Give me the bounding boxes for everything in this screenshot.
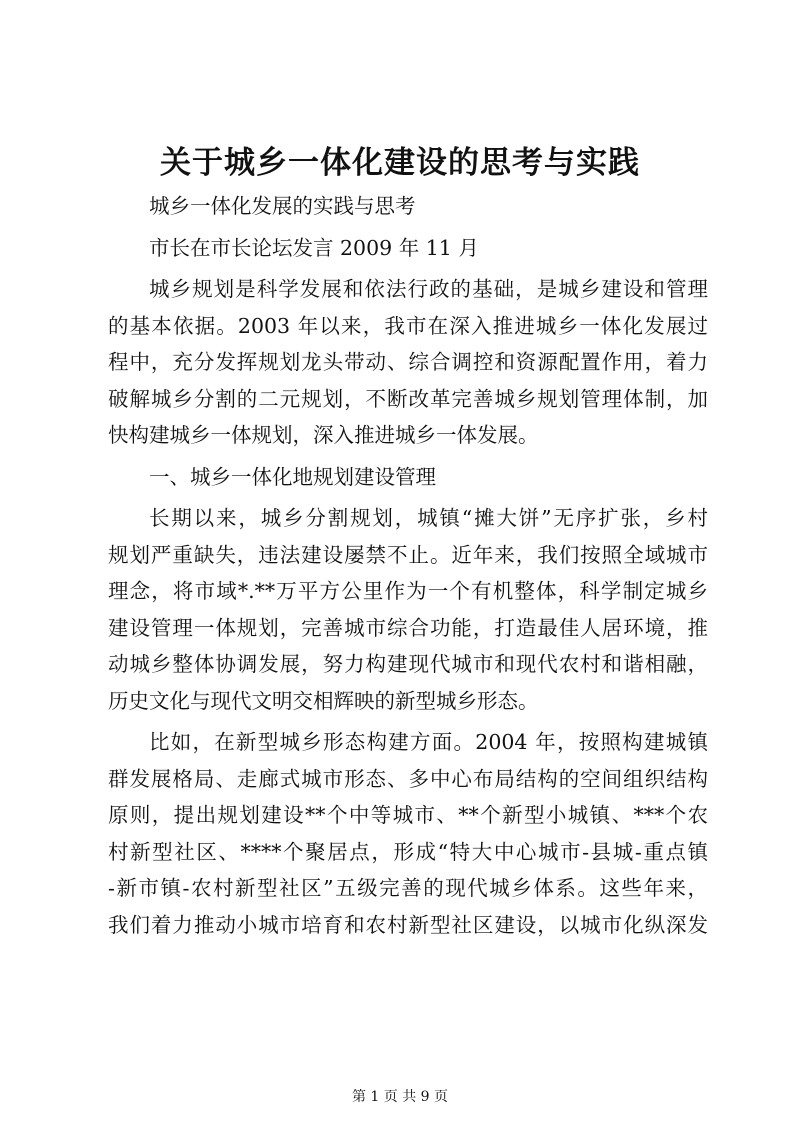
paragraph-line: 理念，将市域*.**万平方公里作为一个有机整体，科学制定城乡 bbox=[108, 579, 708, 603]
paragraph-line: 历史文化与现代文明交相辉映的新型城乡形态。 bbox=[108, 688, 539, 713]
paragraph-line: 村新型社区、****个聚居点，形成“特大中心城市-县城-重点镇 bbox=[108, 839, 708, 864]
section-heading bbox=[108, 459, 708, 496]
subtitle: 城乡一体化发展的实践与思考 bbox=[149, 194, 416, 218]
page-footer: 第 1 页 共 9 页 bbox=[351, 1089, 449, 1105]
paragraph-line: 原则，提出规划建设**个中等城市、**个新型小城镇、***个农 bbox=[108, 803, 708, 827]
paragraph-line: 程中，充分发挥规划龙头带动、综合调控和资源配置作用，着力 bbox=[108, 350, 708, 374]
byline: 市长在市长论坛发言 2009 年 11 月 bbox=[149, 235, 479, 260]
paragraph-line: 规划严重缺失，违法建设屡禁不止。近年来，我们按照全域城市 bbox=[108, 542, 708, 567]
paragraph-line: 建设管理一体规划，完善城市综合功能，打造最佳人居环境，推 bbox=[108, 615, 708, 640]
paragraph bbox=[108, 271, 708, 454]
paragraph-line: 群发展格局、走廊式城市形态、多中心布局结构的空间组织结构 bbox=[108, 766, 708, 791]
section-heading-text: 一、城乡一体化地规划建设管理 bbox=[149, 464, 436, 489]
paragraph-line: 快构建城乡一体规划，深入推进城乡一体发展。 bbox=[108, 423, 539, 447]
paragraph bbox=[108, 500, 708, 719]
paragraph bbox=[108, 724, 708, 943]
paragraph-line: 我们着力推动小城市培育和农村新型社区建设，以城市化纵深发 bbox=[108, 912, 708, 937]
paragraph-line: 比如，在新型城乡形态构建方面。2004 年，按照构建城镇 bbox=[149, 730, 708, 754]
paragraph-line: 破解城乡分割的二元规划，不断改革完善城乡规划管理体制，加 bbox=[108, 386, 708, 411]
document-title: 关于城乡一体化建设的思考与实践 bbox=[160, 145, 640, 181]
document-body bbox=[108, 188, 708, 943]
paragraph-line: 的基本依据。2003 年以来，我市在深入推进城乡一体化发展过 bbox=[108, 313, 708, 338]
paragraph-line: 城乡规划是科学发展和依法行政的基础，是城乡建设和管理 bbox=[149, 277, 708, 301]
paragraph-line: -新市镇-农村新型社区”五级完善的现代城乡体系。这些年来， bbox=[108, 876, 708, 900]
paragraph-line: 动城乡整体协调发展，努力构建现代城市和现代农村和谐相融， bbox=[108, 652, 708, 676]
paragraph-line: 长期以来，城乡分割规划，城镇“摊大饼”无序扩张，乡村 bbox=[149, 506, 708, 530]
